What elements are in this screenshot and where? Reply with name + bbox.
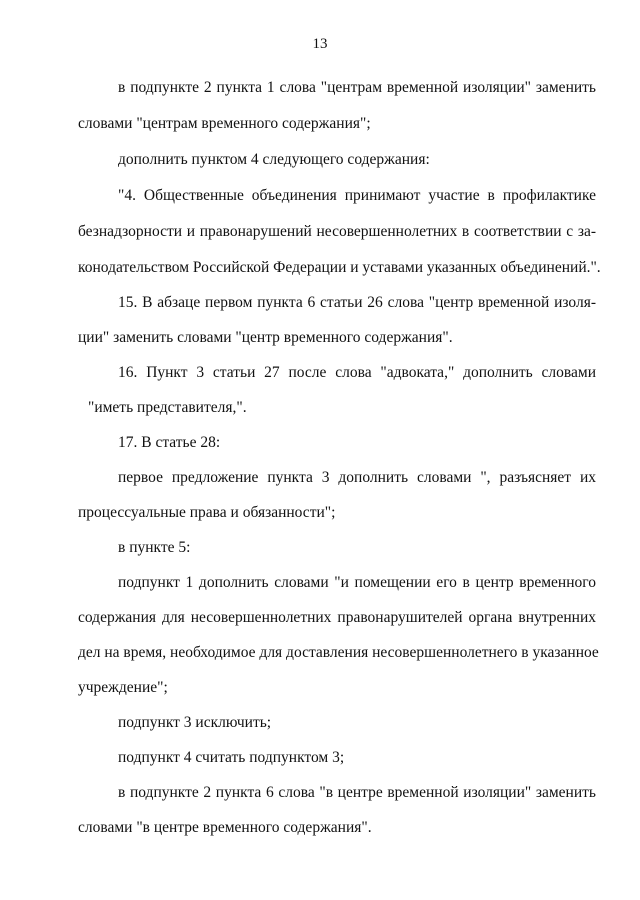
text-line: 17. В статье 28: <box>118 434 221 451</box>
text-line: в подпункте 2 пункта 6 слова "в центре временной изоляции" заменить <box>118 784 596 801</box>
text-line: подпункт 4 считать подпунктом 3; <box>118 749 345 766</box>
text-line: конодательством Российской Федерации и уставами указанных объединений.". <box>78 259 601 276</box>
text-line: подпункт 1 дополнить словами "и помещении его в центр временного <box>118 574 596 591</box>
text-line: первое предложение пункта 3 дополнить словами ", разъясняет их <box>118 469 596 486</box>
page-number: 13 <box>312 36 328 52</box>
text-line: ции" заменить словами "центр временного содержания". <box>78 329 453 346</box>
text-line: в подпункте 2 пункта 1 слова "центрам временной изоляции" заменить <box>118 79 596 96</box>
text-line: "иметь представителя,". <box>88 399 247 416</box>
text-line: подпункт 3 исключить; <box>118 714 272 731</box>
text-line: процессуальные права и обязанности"; <box>78 504 336 521</box>
text-line: словами "в центре временного содержания". <box>78 819 372 836</box>
text-line: 15. В абзаце первом пункта 6 статьи 26 слова "центр временной изоля- <box>118 294 596 311</box>
text-line: дополнить пунктом 4 следующего содержания: <box>118 151 430 168</box>
text-line: словами "центрам временного содержания"; <box>78 115 371 132</box>
text-line: учреждение"; <box>78 679 168 696</box>
text-line: содержания для несовершеннолетних правонарушителей органа внутренних <box>78 609 596 626</box>
text-line: безнадзорности и правонарушений несовершеннолетних в соответствии с за- <box>78 223 596 240</box>
text-line: дел на время, необходимое для доставления несовершеннолетнего в указанное <box>78 644 599 661</box>
text-line: в пункте 5: <box>118 539 191 556</box>
text-line: "4. Общественные объединения принимают участие в профилактике <box>118 187 596 204</box>
text-line: 16. Пункт 3 статьи 27 после слова "адвоката," дополнить словами <box>118 364 596 381</box>
